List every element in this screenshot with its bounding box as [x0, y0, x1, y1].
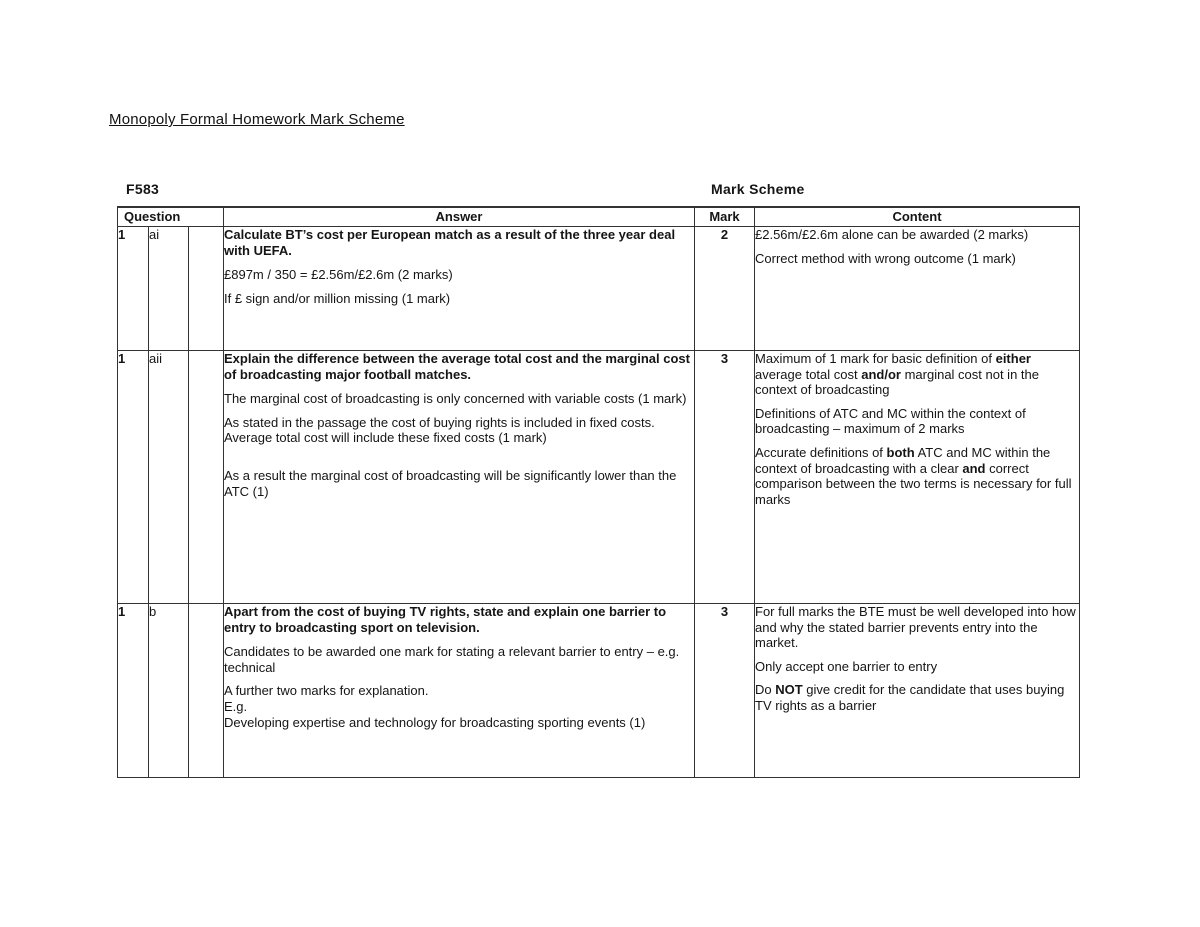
mark-value: 3: [695, 351, 755, 604]
text-run: Accurate definitions of: [755, 444, 887, 460]
text-run: average total cost: [755, 366, 862, 382]
blank-cell: [189, 351, 224, 604]
question-part: ai: [149, 227, 189, 351]
mark-scheme-sheet: [117, 178, 1079, 778]
answer-line: As stated in the passage the cost of buying rights is included in fixed costs. Average total cost will include these fixed costs (1 mark): [224, 414, 655, 446]
content-line: [755, 445, 1079, 507]
question-text: Calculate BT’s cost per European match as a result of the three year deal with UEFA.: [224, 227, 676, 258]
mark-header: Mark: [695, 207, 755, 227]
question-text: Apart from the cost of buying TV rights, state and explain one barrier to entry to broadcasting sport on television.: [224, 604, 667, 635]
emphasis: NOT: [775, 682, 803, 698]
text-run: give credit for the candidate that uses buying TV rights as a barrier: [755, 682, 1065, 713]
answer-line: If £ sign and/or million missing (1 mark): [224, 290, 451, 306]
question-number: 1: [118, 351, 149, 604]
paper-code: F583: [126, 181, 160, 197]
emphasis: and: [962, 460, 986, 476]
table-row: [118, 351, 1080, 604]
emphasis: either: [995, 351, 1031, 366]
content-cell: [755, 351, 1080, 604]
content-line: Only accept one barrier to entry: [755, 658, 938, 674]
text-run: Maximum of 1 mark for basic definition of: [755, 351, 996, 366]
answer-cell: [224, 227, 695, 351]
content-line: Correct method with wrong outcome (1 mark): [755, 250, 1016, 266]
question-part: aii: [149, 351, 189, 604]
question-number: 1: [118, 227, 149, 351]
answer-line: As a result the marginal cost of broadcasting will be significantly lower than the ATC (1): [224, 467, 677, 499]
document-title: Monopoly Formal Homework Mark Scheme: [109, 111, 405, 128]
question-text: Explain the difference between the average total cost and the marginal cost of broadcasting major football matches.: [224, 351, 690, 382]
mark-scheme-table: [117, 206, 1080, 778]
text-run: marginal cost not in the context of broadcasting: [755, 366, 1039, 398]
question-part: b: [149, 604, 189, 778]
question-number: 1: [118, 604, 149, 778]
content-line: Definitions of ATC and MC within the context of broadcasting – maximum of 2 marks: [755, 405, 1026, 437]
answer-cell: [224, 604, 695, 778]
table-row: [118, 604, 1080, 778]
text-run: correct comparison between the two terms is necessary for full marks: [755, 460, 1072, 507]
content-line: [755, 682, 1079, 713]
mark-value: 2: [695, 227, 755, 351]
mark-value: 3: [695, 604, 755, 778]
answer-line: The marginal cost of broadcasting is only concerned with variable costs (1 mark): [224, 391, 687, 407]
answer-line: Candidates to be awarded one mark for stating a relevant barrier to entry – e.g. technical: [224, 644, 680, 675]
content-cell: [755, 604, 1080, 778]
blank-cell: [189, 227, 224, 351]
answer-header: Answer: [224, 207, 695, 227]
text-run: ATC and MC within the context of broadcasting with a clear: [755, 444, 1051, 476]
answer-line: E.g.: [224, 698, 248, 714]
answer-cell: [224, 351, 695, 604]
emphasis: and/or: [861, 366, 901, 382]
answer-line: £897m / 350 = £2.56m/£2.6m (2 marks): [224, 267, 453, 283]
content-line: [755, 351, 1079, 398]
answer-line: Developing expertise and technology for broadcasting sporting events (1): [224, 714, 646, 730]
blank-cell: [189, 604, 224, 778]
content-line: For full marks the BTE must be well developed into how and why the stated barrier prevents entry into the market.: [755, 604, 1076, 651]
text-run: Do: [755, 682, 776, 698]
content-line: £2.56m/£2.6m alone can be awarded (2 marks): [755, 227, 1029, 242]
answer-line: A further two marks for explanation.: [224, 683, 429, 699]
emphasis: both: [886, 444, 915, 460]
question-header: Question: [118, 207, 224, 227]
header-row: [118, 207, 1080, 227]
content-cell: [755, 227, 1080, 351]
mark-scheme-label: Mark Scheme: [711, 181, 805, 197]
table-row: [118, 227, 1080, 351]
content-header: Content: [755, 207, 1080, 227]
